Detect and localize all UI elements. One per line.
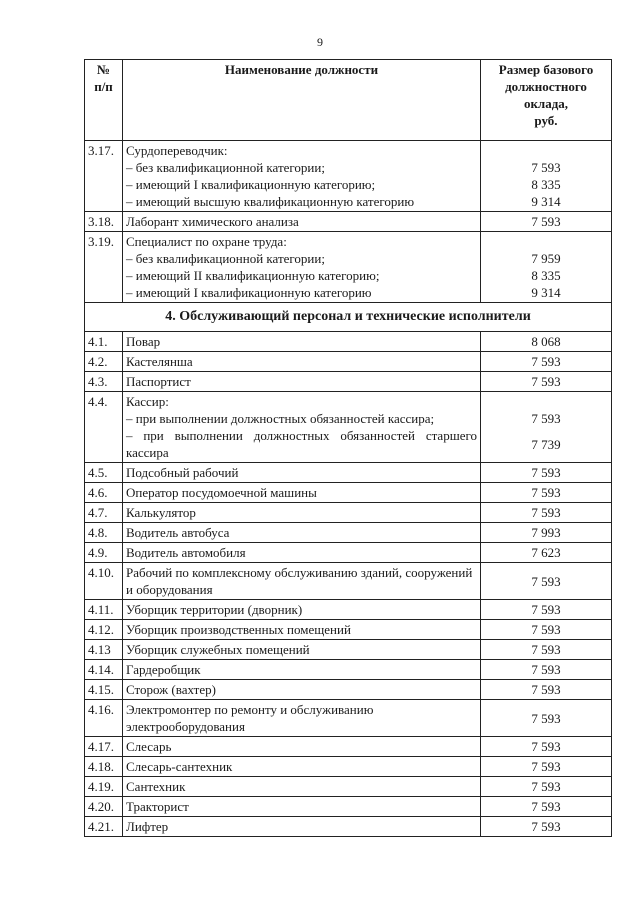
row-number: 4.7.: [85, 503, 123, 523]
subcategory-label: – при выполнении должностных обязанностей кассира;: [126, 411, 435, 426]
subcategory-label: – при выполнении должностных обязанностей старшего кассира: [126, 428, 477, 460]
base-salary-cell: 7 593: [481, 600, 612, 620]
position-name-cell: [123, 680, 481, 700]
position-name-cell: [123, 660, 481, 680]
position-name-cell: [123, 483, 481, 503]
row-number: 4.11.: [85, 600, 123, 620]
table-row: [85, 620, 612, 640]
position-name-cell: [123, 757, 481, 777]
position-name-cell: [123, 232, 481, 303]
base-salary-cell: [481, 141, 612, 212]
base-salary-cell: 7 593: [481, 757, 612, 777]
subcategory-label: – имеющий высшую квалификационную категорию: [126, 194, 415, 209]
row-number: 3.17.: [85, 141, 123, 212]
base-salary-cell: 7 593: [481, 700, 612, 737]
subcategory-salary: 7 593: [531, 411, 561, 426]
position-name-cell: [123, 332, 481, 352]
position-name-cell: [123, 392, 481, 463]
base-salary-cell: 8 068: [481, 332, 612, 352]
row-number: 4.20.: [85, 797, 123, 817]
position-name: Уборщик производственных помещений: [126, 622, 351, 637]
row-number: 4.12.: [85, 620, 123, 640]
subcategory-label: – без квалификационной категории;: [126, 251, 325, 266]
row-number: 4.1.: [85, 332, 123, 352]
row-number: 4.14.: [85, 660, 123, 680]
header-base-salary: Размер базового должностного оклада, руб.: [481, 60, 612, 141]
row-number: 3.19.: [85, 232, 123, 303]
position-name: Гардеробщик: [126, 662, 201, 677]
base-salary-cell: 7 593: [481, 503, 612, 523]
base-salary-cell: 7 993: [481, 523, 612, 543]
position-name-cell: [123, 503, 481, 523]
salary-table: [84, 59, 612, 837]
position-name: Сторож (вахтер): [126, 682, 216, 697]
base-salary-cell: 7 593: [481, 640, 612, 660]
row-number: 4.16.: [85, 700, 123, 737]
subcategory-salary: 9 314: [531, 285, 561, 300]
table-row: [85, 463, 612, 483]
table-row: [85, 523, 612, 543]
base-salary-cell: 7 593: [481, 660, 612, 680]
position-name: Оператор посудомоечной машины: [126, 485, 317, 500]
table-row: [85, 600, 612, 620]
table-row: [85, 797, 612, 817]
position-name-cell: [123, 620, 481, 640]
position-name: Уборщик территории (дворник): [126, 602, 303, 617]
position-name-cell: [123, 352, 481, 372]
base-salary-cell: 7 593: [481, 212, 612, 232]
position-name: Электромонтер по ремонту и обслуживанию электрооборудования: [126, 702, 374, 734]
base-salary-cell: 7 593: [481, 563, 612, 600]
row-number: 4.15.: [85, 680, 123, 700]
base-salary-cell: 7 623: [481, 543, 612, 563]
table-row: [85, 777, 612, 797]
row-number: 4.5.: [85, 463, 123, 483]
subcategory-label: – имеющий I квалификационную категорию;: [126, 177, 376, 192]
base-salary-cell: 7 593: [481, 680, 612, 700]
position-name: Рабочий по комплексному обслуживанию зданий, сооружений и оборудования: [126, 565, 473, 597]
header-number: № п/п: [85, 60, 123, 141]
position-name-cell: [123, 797, 481, 817]
base-salary-cell: [481, 392, 612, 463]
table-row: [85, 212, 612, 232]
position-name-cell: [123, 600, 481, 620]
position-name-cell: [123, 777, 481, 797]
section-title: 4. Обслуживающий персонал и технические исполнители: [85, 303, 612, 332]
table-row: [85, 232, 612, 303]
position-name: Калькулятор: [126, 505, 196, 520]
position-name: Водитель автобуса: [126, 525, 230, 540]
base-salary-cell: 7 593: [481, 737, 612, 757]
section-heading-row: [85, 303, 612, 332]
position-name-cell: [123, 141, 481, 212]
table-row: [85, 680, 612, 700]
sub-values: [484, 393, 608, 452]
table-row: [85, 392, 612, 463]
position-name: Сантехник: [126, 779, 186, 794]
position-name: Кассир:: [126, 394, 169, 409]
position-name: Водитель автомобиля: [126, 545, 246, 560]
table-row: [85, 352, 612, 372]
subcategory-salary: 7 593: [531, 160, 561, 175]
table-row: [85, 757, 612, 777]
subcategory-salary: 8 335: [531, 268, 561, 283]
position-name: Специалист по охране труда:: [126, 234, 287, 249]
position-name-cell: [123, 640, 481, 660]
page-number: 9: [317, 35, 323, 49]
table-row: [85, 700, 612, 737]
row-number: 4.8.: [85, 523, 123, 543]
row-number: 4.13: [85, 640, 123, 660]
table-row: [85, 543, 612, 563]
table-row: [85, 563, 612, 600]
row-number: 4.21.: [85, 817, 123, 837]
position-name: Сурдопереводчик:: [126, 143, 228, 158]
row-number: 4.10.: [85, 563, 123, 600]
subcategory-salary: 9 314: [531, 194, 561, 209]
row-number: 4.3.: [85, 372, 123, 392]
position-name: Подсобный рабочий: [126, 465, 239, 480]
table-row: [85, 640, 612, 660]
table-row: [85, 372, 612, 392]
position-name-cell: [123, 463, 481, 483]
base-salary-cell: 7 593: [481, 777, 612, 797]
base-salary-cell: 7 593: [481, 352, 612, 372]
position-name-cell: [123, 372, 481, 392]
table-row: [85, 737, 612, 757]
position-name-cell: [123, 212, 481, 232]
table-row: [85, 817, 612, 837]
base-salary-cell: 7 593: [481, 620, 612, 640]
row-number: 4.9.: [85, 543, 123, 563]
position-name: Уборщик служебных помещений: [126, 642, 310, 657]
table-row: [85, 141, 612, 212]
subcategory-salary: 7 959: [531, 251, 561, 266]
position-name: Лифтер: [126, 819, 169, 834]
subcategory-salary: 7 739: [531, 436, 561, 452]
position-name-cell: [123, 817, 481, 837]
table-row: [85, 503, 612, 523]
row-number: 4.6.: [85, 483, 123, 503]
position-name-cell: [123, 700, 481, 737]
sub-values: [484, 142, 608, 209]
position-name-cell: [123, 737, 481, 757]
base-salary-cell: 7 593: [481, 372, 612, 392]
row-number: 4.4.: [85, 392, 123, 463]
position-name: Лаборант химического анализа: [126, 214, 299, 229]
position-name: Кастелянша: [126, 354, 193, 369]
row-number: 4.18.: [85, 757, 123, 777]
position-name-cell: [123, 543, 481, 563]
sub-values: [484, 233, 608, 300]
subcategory-label: – имеющий I квалификационную категорию: [126, 285, 372, 300]
table-header-row: [85, 60, 612, 141]
table-row: [85, 332, 612, 352]
row-number: 3.18.: [85, 212, 123, 232]
position-name: Слесарь: [126, 739, 172, 754]
header-position-name: Наименование должности: [123, 60, 481, 141]
base-salary-cell: [481, 232, 612, 303]
position-name-cell: [123, 523, 481, 543]
row-number: 4.17.: [85, 737, 123, 757]
subcategory-label: – имеющий II квалификационную категорию;: [126, 268, 380, 283]
table-row: [85, 660, 612, 680]
subcategory-label: – без квалификационной категории;: [126, 160, 325, 175]
position-name-cell: [123, 563, 481, 600]
row-number: 4.2.: [85, 352, 123, 372]
base-salary-cell: 7 593: [481, 483, 612, 503]
table-row: [85, 483, 612, 503]
base-salary-cell: 7 593: [481, 817, 612, 837]
base-salary-cell: 7 593: [481, 463, 612, 483]
subcategory-salary: 8 335: [531, 177, 561, 192]
position-name: Паспортист: [126, 374, 191, 389]
position-name: Повар: [126, 334, 161, 349]
position-name: Слесарь-сантехник: [126, 759, 233, 774]
row-number: 4.19.: [85, 777, 123, 797]
base-salary-cell: 7 593: [481, 797, 612, 817]
position-name: Тракторист: [126, 799, 189, 814]
